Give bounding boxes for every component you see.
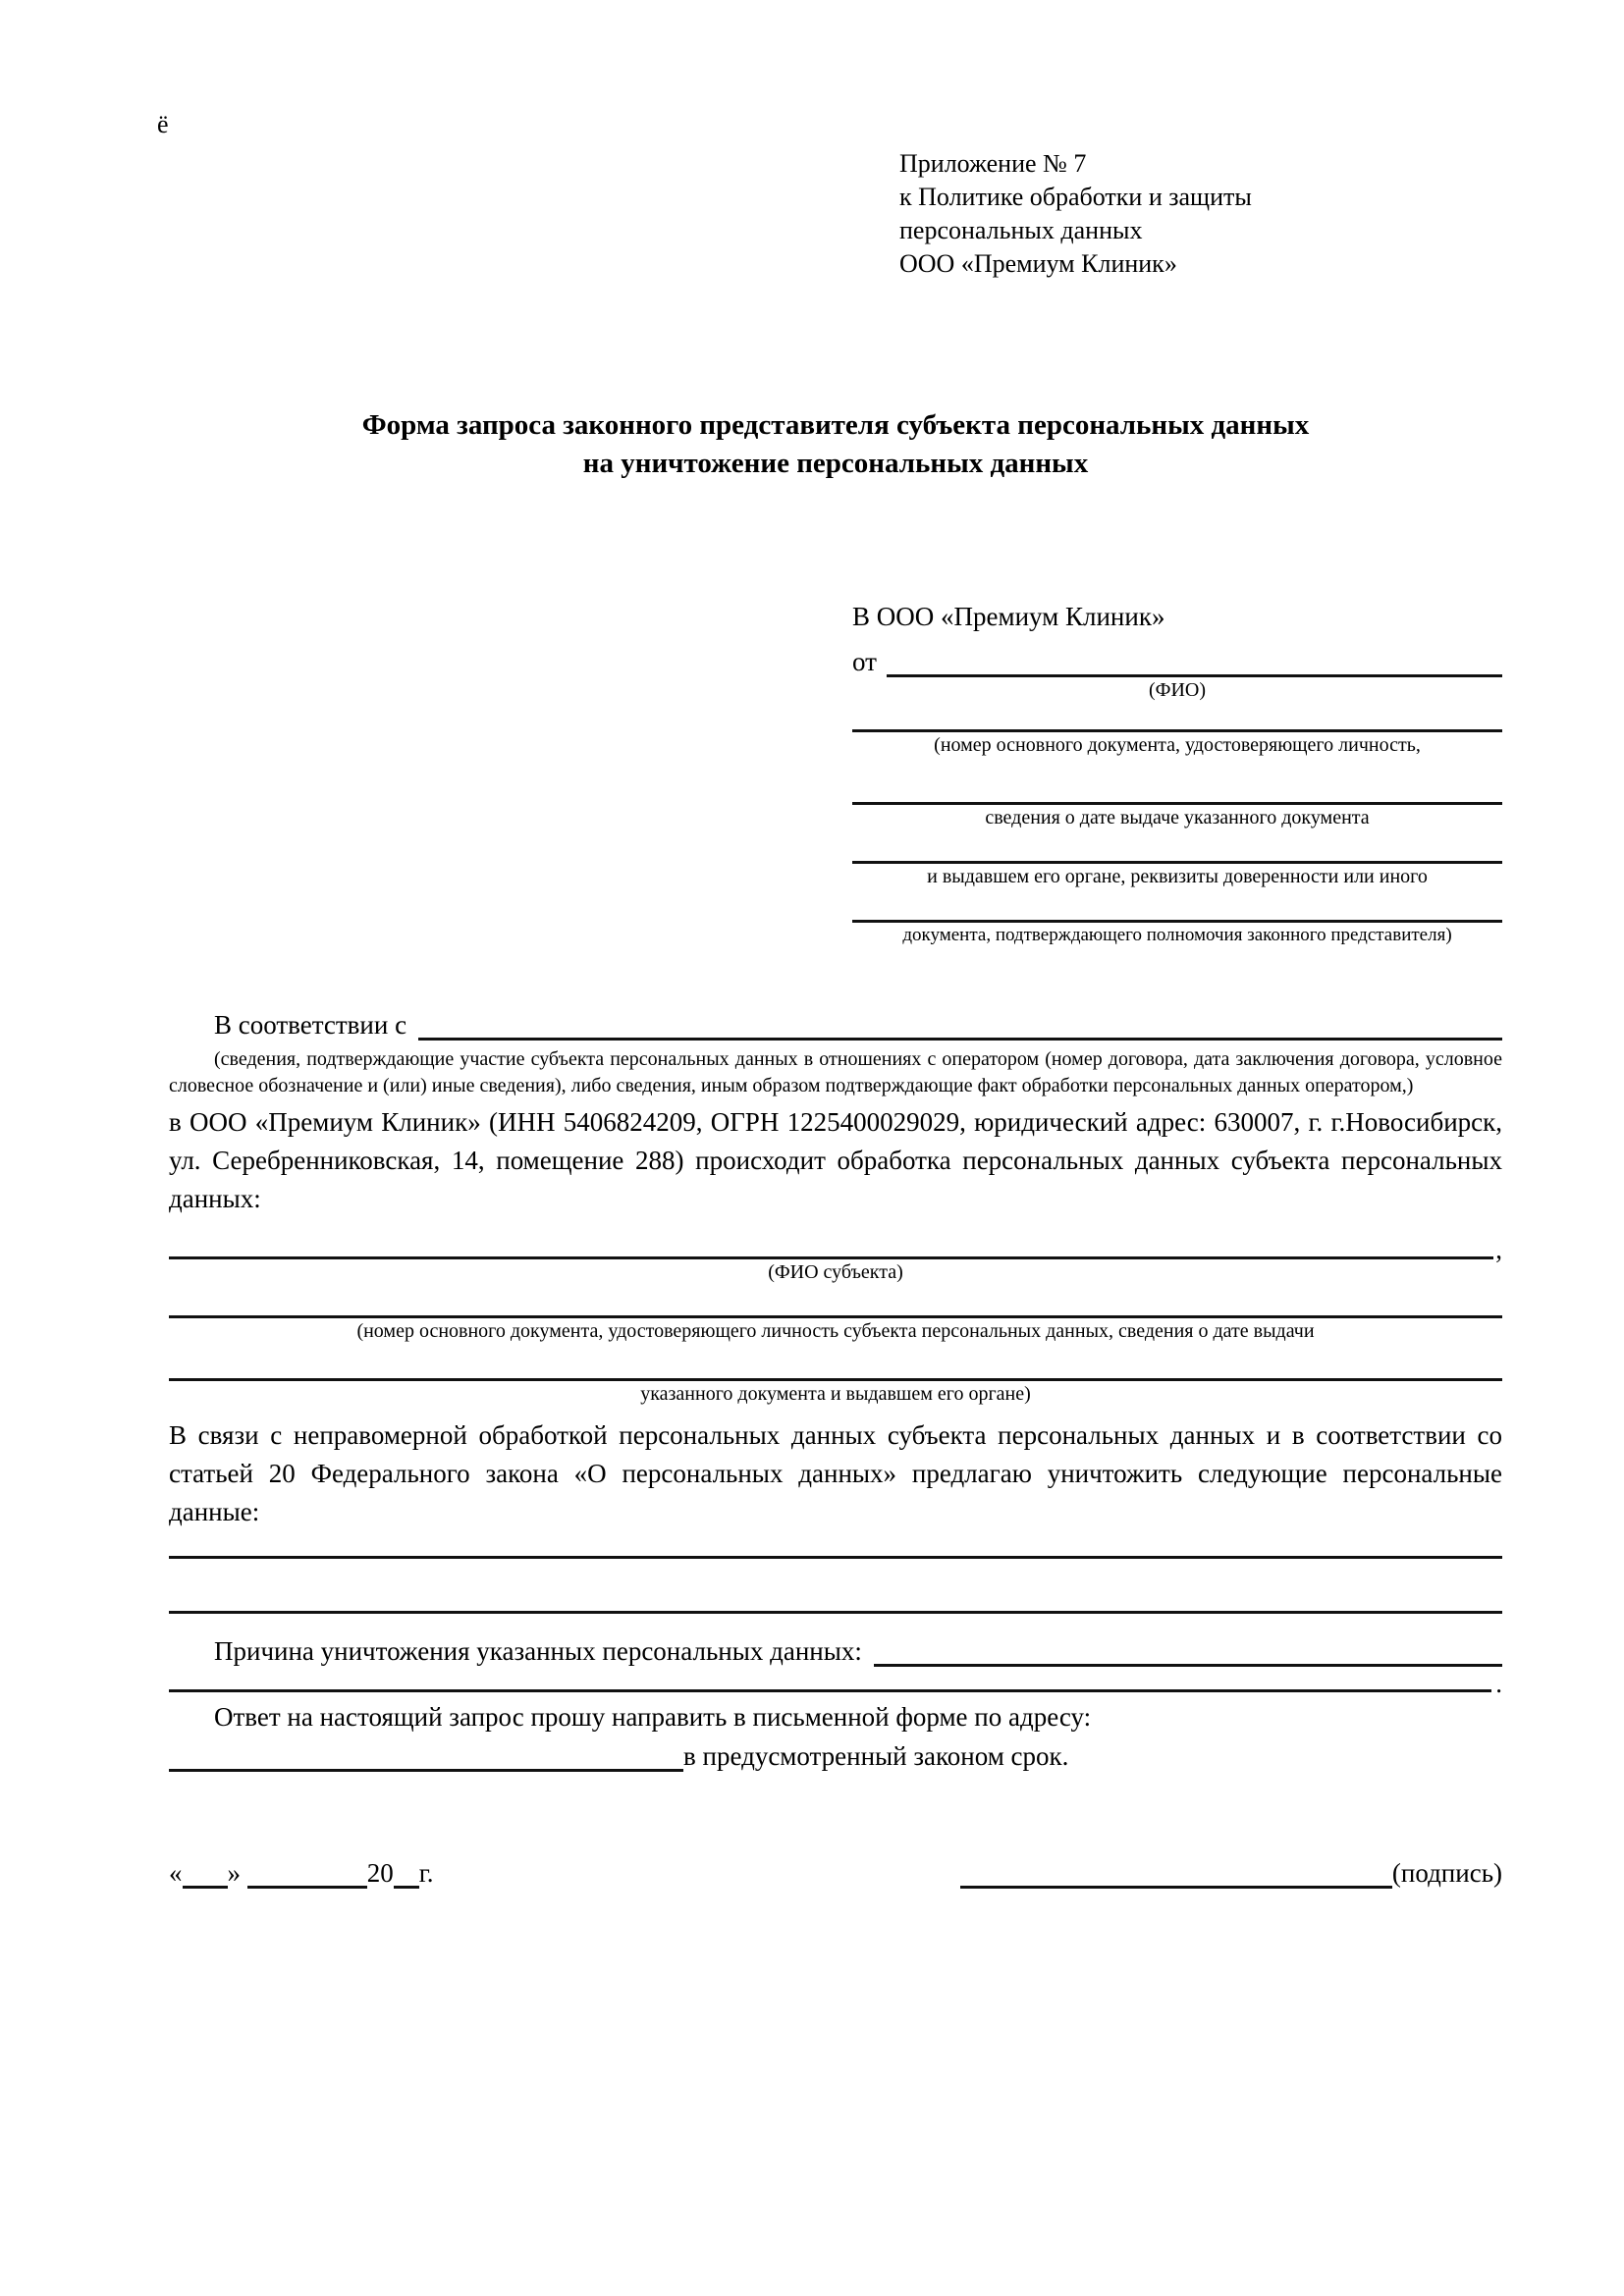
data-list-blank-line-1 — [169, 1533, 1502, 1559]
subject-doc-blank-line — [169, 1295, 1502, 1318]
doc-number-caption: (номер основного документа, удостоверяющего личность, — [934, 734, 1421, 756]
doc-issuer-caption: и выдавшем его органе, реквизиты доверенности или иного — [927, 866, 1428, 887]
page-content — [169, 0, 1502, 1889]
reply-address-row — [169, 1736, 1502, 1772]
doc-date-blank-line — [852, 758, 1502, 805]
reason-continuation-row — [169, 1667, 1502, 1698]
signature-blank-line — [960, 1863, 1392, 1889]
reply-address-blank-line — [169, 1769, 683, 1772]
signature-caption: (подпись) — [1391, 1858, 1502, 1888]
appendix-line: к Политике обработки и защиты — [899, 183, 1252, 211]
form-title-line: Форма запроса законного представителя субъекта персональных данных — [361, 409, 1310, 441]
year-suffix: г. — [418, 1858, 434, 1888]
year-blank-line — [394, 1863, 419, 1889]
addressee-to: В ООО «Премиум Клиник» — [852, 602, 1165, 631]
doc-authority-blank-line — [852, 889, 1502, 923]
quote-open: « — [169, 1858, 183, 1888]
day-blank-line — [183, 1863, 228, 1889]
appendix-line: Приложение № 7 — [899, 149, 1087, 178]
year-prefix: 20 — [366, 1858, 394, 1888]
reply-paragraph: Ответ на настоящий запрос прошу направить в письменной форме по адресу: — [214, 1702, 1092, 1732]
reason-blank-line — [874, 1664, 1502, 1667]
form-title-line: на уничтожение персональных данных — [582, 448, 1089, 479]
subject-fio-caption: (ФИО субъекта) — [768, 1261, 903, 1283]
trailing-period: . — [1495, 1669, 1502, 1698]
appendix-line: ООО «Премиум Клиник» — [899, 249, 1177, 278]
doc-number-blank-line — [852, 703, 1502, 732]
subject-doc-blank-line-2 — [169, 1356, 1502, 1381]
appendix-note — [899, 147, 1502, 281]
subject-doc-caption-top: (номер основного документа, удостоверяющего личность субъекта персональных данных, сведения о дате выдачи — [356, 1320, 1315, 1342]
footer-row — [169, 1858, 1502, 1889]
trailing-comma: , — [1495, 1235, 1502, 1264]
reply-suffix: в предусмотренный законом срок. — [683, 1741, 1069, 1771]
subject-fio-row — [169, 1235, 1502, 1264]
data-list-blank-line-2 — [169, 1559, 1502, 1614]
reason-row — [169, 1631, 1502, 1667]
addressee-from-row — [852, 638, 1502, 677]
operator-paragraph: в ООО «Премиум Клиник» (ИНН 5406824209, ОГРН 1225400029029, юридический адрес: 630007, г. г.Новосибирск, ул. Серебренниковская, 14, помещение 288) происходит обработка персональных данных субъекта персональных данных: — [169, 1107, 1502, 1213]
month-blank-line — [247, 1863, 367, 1889]
demand-paragraph: В связи с неправомерной обработкой персональных данных субъекта персональных данных и в соответствии со статьей 20 Федерального закона «О персональных данных» предлагаю уничтожить следующие персональные данные: — [169, 1420, 1502, 1526]
reason-blank-line-2 — [169, 1689, 1491, 1692]
stray-character: ё — [157, 110, 169, 138]
addressee-block — [852, 599, 1502, 948]
doc-issuer-blank-line — [852, 830, 1502, 864]
quote-close: » — [227, 1858, 241, 1888]
appendix-line: персональных данных — [899, 216, 1143, 244]
according-row — [169, 1005, 1502, 1041]
fio-caption: (ФИО) — [1148, 679, 1206, 701]
doc-authority-caption: документа, подтверждающего полномочия законного представителя) — [902, 925, 1452, 945]
date-group — [169, 1858, 434, 1889]
doc-date-caption: сведения о дате выдаче указанного документа — [985, 807, 1370, 828]
according-blank-line — [418, 1038, 1502, 1041]
according-label: В соответствии с — [214, 1010, 407, 1040]
according-caption: (сведения, подтверждающие участие субъекта персональных данных в отношениях с оператором (номер договора, дата заключения договора, условное словесное обозначение и (или) иные сведения), либо сведения, иным образом подтверждающие факт обработки персональных данных оператором,) — [169, 1048, 1502, 1096]
signature-group — [960, 1858, 1502, 1889]
subject-doc-caption-bottom: указанного документа и выдавшем его органе) — [640, 1383, 1031, 1405]
from-label: от — [852, 647, 877, 676]
form-title — [169, 406, 1502, 483]
reason-label: Причина уничтожения указанных персональных данных: — [214, 1636, 862, 1666]
